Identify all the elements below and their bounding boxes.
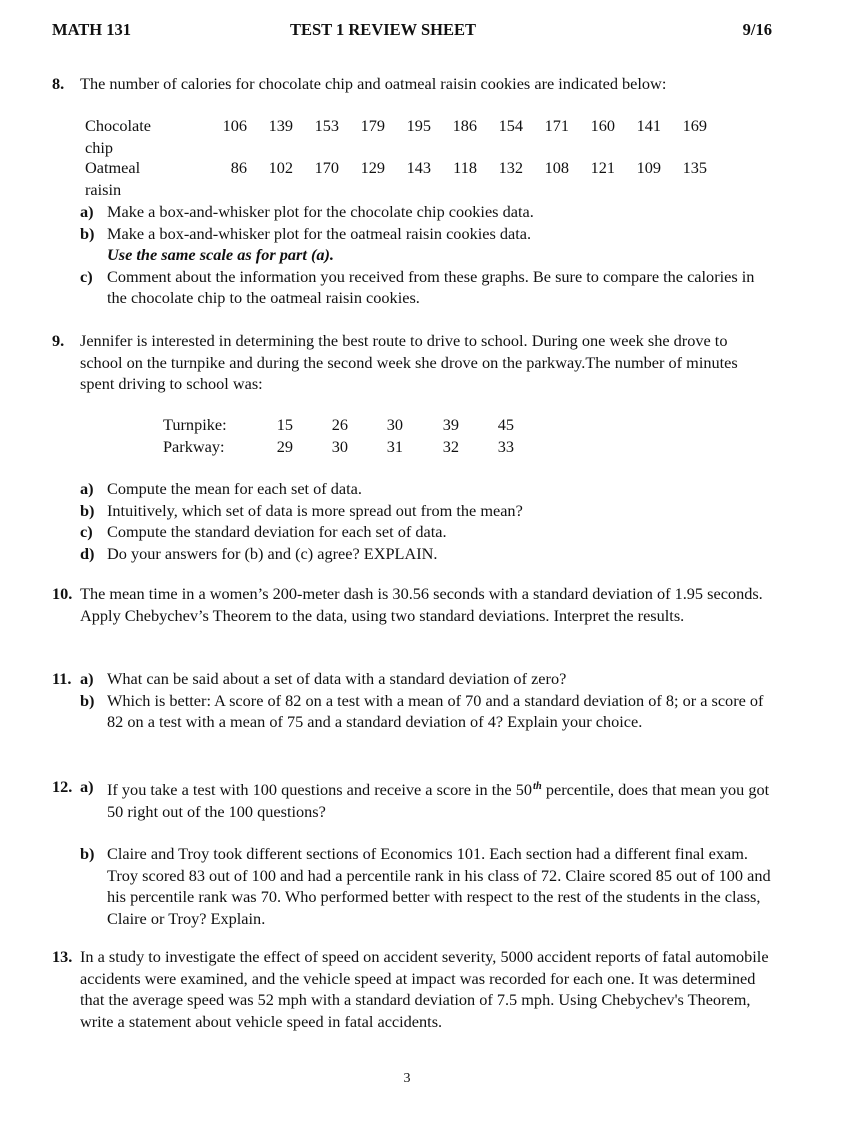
data-cell: 118	[453, 158, 477, 177]
part-text: Compute the standard deviation for each set of data.	[107, 522, 447, 541]
question-number: 10.	[52, 584, 73, 603]
part-b	[52, 500, 772, 522]
question-number: 9.	[52, 331, 65, 350]
part-text: Make a box-and-whisker plot for the oatmeal raisin cookies data.	[107, 223, 532, 243]
question-10	[52, 583, 772, 626]
data-cell: 135	[682, 158, 707, 177]
data-cell: 26	[331, 415, 348, 434]
part-text: Intuitively, which set of data is more spread out from the mean?	[107, 500, 523, 520]
data-cell: 30	[386, 415, 403, 434]
part-b-note	[52, 244, 772, 266]
course-code: MATH 131	[52, 20, 131, 39]
part-b	[52, 843, 772, 929]
part-label: b)	[80, 844, 95, 863]
question-text: In a study to investigate the effect of speed on accident severity, 5000 accident reports of fatal automobile accidents were examined, and the vehicle speed at impact was recorded for each one. It was determined that the average speed was 52 mph with a standard deviation of 7.5 mph. Using Chebychev's Theorem, write a statement about vehicle speed in fatal accidents.	[80, 947, 769, 1031]
data-cell: 39	[442, 415, 459, 434]
part-c	[52, 521, 772, 543]
row-label: Oatmeal raisin	[85, 158, 141, 199]
part-d	[52, 543, 772, 565]
data-cell: 109	[636, 158, 661, 177]
data-cell: 132	[498, 158, 523, 177]
question-number: 11.	[52, 669, 72, 688]
part-text: Make a box-and-whisker plot for the chocolate chip cookies data.	[107, 202, 534, 221]
data-cell: 179	[360, 116, 385, 135]
data-cell: 160	[590, 116, 615, 135]
part-c	[52, 266, 772, 309]
data-cell: 45	[497, 415, 514, 434]
data-cell: 106	[222, 116, 247, 135]
data-cell: 153	[314, 116, 339, 135]
page-number: 3	[403, 1071, 411, 1086]
part-b	[52, 223, 772, 245]
data-cell: 154	[498, 116, 523, 135]
header-date: 9/16	[742, 20, 772, 39]
question-number: 8.	[52, 74, 65, 93]
part-text: Comment about the information you received from these graphs. Be sure to compare the calories in the chocolate chip to the oatmeal raisin cookies.	[107, 266, 755, 307]
scale-note: Use the same scale as for part (a).	[107, 245, 335, 264]
data-cell: 169	[682, 116, 707, 135]
part-text: What can be said about a set of data with a standard deviation of zero?	[107, 669, 567, 688]
question-text: The mean time in a women’s 200-meter dash is 30.56 seconds with a standard deviation of 1.95 seconds. Apply Chebychev’s Theorem to the data, using two standard deviations. Interpret the results.	[80, 584, 763, 625]
part-text: Compute the mean for each set of data.	[107, 479, 362, 498]
data-cell: 170	[314, 158, 339, 177]
part-label: b)	[80, 223, 95, 243]
data-cell: 86	[230, 158, 247, 177]
part-text: Claire and Troy took different sections of Economics 101. Each section had a different final exam. Troy scored 83 out of 100 and had a percentile rank in his class of 72. Claire scored 85 out of 100 and his percentile rank was 70. Who performed better with respect to the rest of the students in the class, Claire or Troy? Explain.	[107, 844, 771, 928]
part-label: c)	[80, 522, 93, 541]
question-number: 12.	[52, 777, 73, 796]
data-cell: 31	[386, 436, 403, 456]
data-cell: 108	[544, 158, 569, 177]
data-cell: 15	[276, 415, 293, 434]
question-11	[52, 668, 772, 733]
part-text: If you take a test with 100 questions and receive a score in the 50	[107, 780, 532, 799]
sheet-title: TEST 1 REVIEW SHEET	[290, 20, 477, 39]
part-label: d)	[80, 543, 95, 563]
question-9-parts	[52, 478, 772, 564]
data-cell: 33	[497, 436, 514, 456]
row-label: Turnpike:	[163, 415, 227, 434]
data-cell: 129	[360, 158, 385, 177]
part-b	[52, 690, 772, 733]
part-label: b)	[80, 690, 95, 710]
part-a	[52, 478, 772, 500]
question-number: 13.	[52, 947, 73, 966]
part-label: a)	[80, 777, 94, 796]
ordinal-suffix: th	[533, 781, 542, 792]
part-a	[52, 201, 772, 223]
question-text: Jennifer is interested in determining the best route to drive to school. During one week she drove to school on the turnpike and during the second week she drove on the parkway.The number of minutes spent driving to school was:	[80, 331, 738, 393]
data-cell: 30	[331, 436, 348, 456]
data-cell: 102	[268, 158, 293, 177]
part-label: a)	[80, 202, 94, 221]
question-13	[52, 946, 772, 1032]
data-cell: 186	[452, 116, 477, 135]
part-label: a)	[80, 479, 94, 498]
data-cell: 143	[406, 158, 431, 177]
data-cell: 32	[442, 436, 459, 456]
part-text: Which is better: A score of 82 on a test with a mean of 70 and a standard deviation of 8; or a score of 82 on a test with a mean of 75 and a standard deviation of 4? Explain your choice.	[107, 690, 764, 731]
data-cell: 121	[590, 158, 615, 177]
question-8-parts	[52, 201, 772, 309]
data-cell: 171	[544, 116, 569, 135]
data-cell: 195	[406, 116, 431, 135]
data-cell: 29	[276, 436, 293, 456]
part-label: a)	[80, 669, 94, 688]
question-9	[52, 330, 772, 395]
part-a	[52, 668, 772, 690]
question-text: The number of calories for chocolate chip and oatmeal raisin cookies are indicated below:	[80, 74, 667, 93]
question-12	[52, 776, 772, 929]
part-label: c)	[80, 266, 93, 286]
part-text-cont: percentile, does that mean you got 50 right out of the 100 questions?	[107, 780, 770, 821]
part-text: Do your answers for (b) and (c) agree? EXPLAIN.	[107, 543, 438, 563]
part-label: b)	[80, 500, 95, 520]
page-header	[52, 19, 772, 41]
row-label: Chocolate chip	[85, 116, 152, 157]
part-a	[52, 776, 772, 822]
data-cell: 139	[268, 116, 293, 135]
row-label: Parkway:	[163, 436, 225, 456]
data-cell: 141	[636, 116, 661, 135]
question-8	[52, 73, 772, 95]
